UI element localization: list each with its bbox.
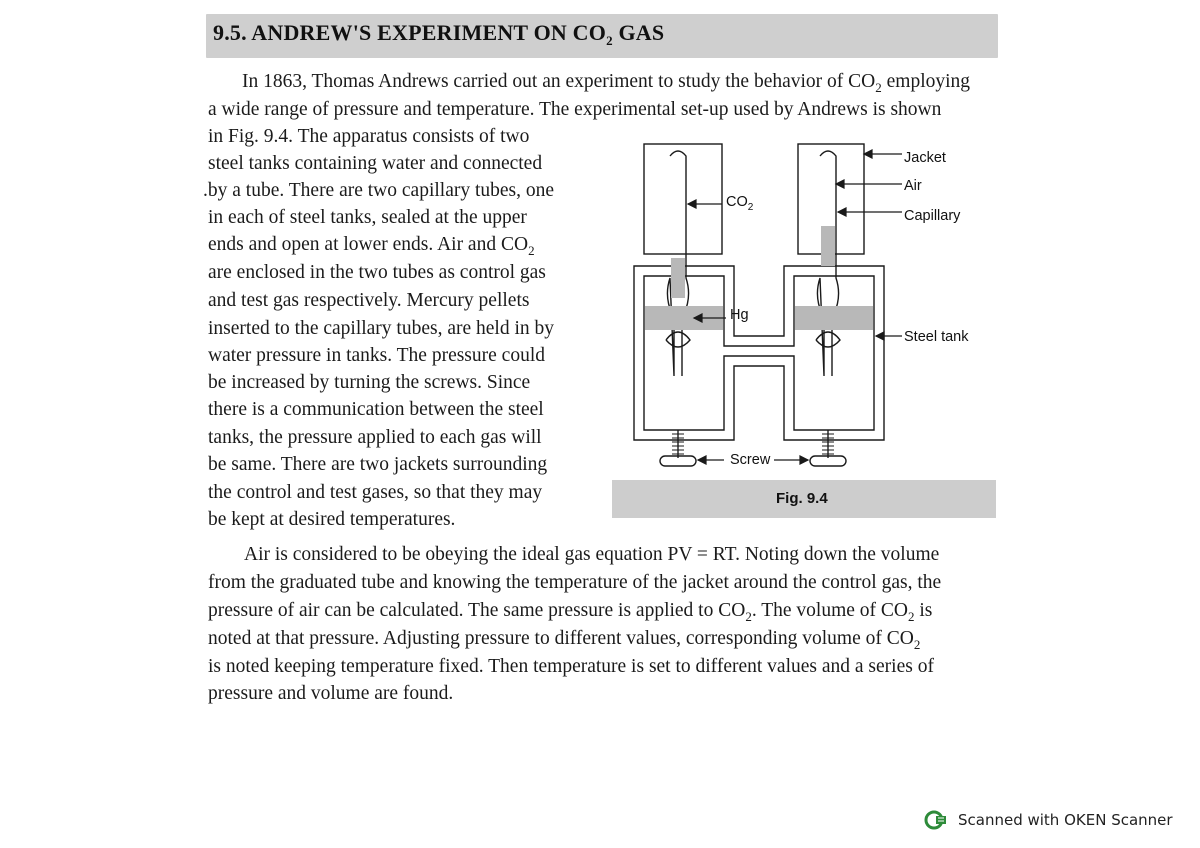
paragraph-line: inserted to the capillary tubes, are held in by — [208, 318, 555, 339]
section-heading: 9.5. ANDREW'S EXPERIMENT ON $CO_2$ GAS — [213, 20, 665, 48]
paragraph-line: in each of steel tanks, sealed at the upper — [208, 207, 527, 228]
label-co2: $CO_2$ — [726, 194, 754, 213]
scanner-watermark — [924, 810, 1173, 830]
paragraph-line: from the graduated tube and knowing the temperature of the jacket around the control gas, the — [208, 572, 942, 593]
scanner-logo-icon — [924, 810, 950, 830]
paragraph-line: the control and test gases, so that they may — [208, 482, 543, 503]
andrews-apparatus-figure — [606, 128, 998, 524]
paragraph-line: is noted keeping temperature fixed. Then temperature is set to different values and a series of — [208, 656, 934, 677]
paragraph-line: a wide range of pressure and temperature. The experimental set-up used by Andrews is shown — [208, 99, 942, 120]
paragraph-line: be kept at desired temperatures. — [208, 509, 456, 530]
paragraph-line: .by a tube. There are two capillary tubes, one — [203, 180, 555, 201]
paragraph-line: and test gas respectively. Mercury pellets — [208, 290, 530, 311]
paragraph-line: tanks, the pressure applied to each gas will — [208, 427, 542, 448]
paragraph-line: pressure and volume are found. — [208, 683, 454, 704]
scanner-text: Scanned with OKEN Scanner — [958, 811, 1173, 829]
paragraph-line: be increased by turning the screws. Since — [208, 372, 531, 393]
label-steel-tank: Steel tank — [904, 329, 969, 345]
paragraph-line: are enclosed in the two tubes as control gas — [208, 262, 546, 283]
paragraph-line: In 1863, Thomas Andrews carried out an experiment to study the behavior of $CO_2$ employing — [242, 71, 971, 95]
paragraph-line: there is a communication between the steel — [208, 399, 544, 420]
right-gas-column — [821, 226, 835, 266]
right-mercury-pellet — [795, 306, 873, 330]
label-screw: Screw — [730, 452, 771, 468]
left-gas-column — [671, 258, 685, 298]
paragraph-line: ends and open at lower ends. Air and $CO_2$ — [208, 234, 535, 258]
paragraph-line: steel tanks containing water and connected — [208, 153, 543, 174]
paragraph-line: be same. There are two jackets surrounding — [208, 454, 548, 475]
left-jacket — [644, 144, 722, 254]
label-capillary: Capillary — [904, 208, 961, 224]
paragraph-line: Air is considered to be obeying the ideal gas equation PV = RT. Noting down the volume — [244, 544, 940, 565]
paragraph-line: in Fig. 9.4. The apparatus consists of two — [208, 126, 530, 147]
paragraph-line: water pressure in tanks. The pressure could — [208, 345, 545, 366]
label-air: Air — [904, 178, 922, 194]
paragraph-line: noted at that pressure. Adjusting pressure to different values, corresponding volume of $CO_2$ — [208, 628, 921, 652]
label-jacket: Jacket — [904, 150, 946, 166]
label-hg: Hg — [730, 307, 749, 323]
paragraph-line: pressure of air can be calculated. The same pressure is applied to $CO_2$. The volume of $CO_2$ is — [208, 600, 933, 624]
figure-caption: Fig. 9.4 — [776, 490, 828, 507]
steel-tanks-inner — [644, 276, 874, 430]
